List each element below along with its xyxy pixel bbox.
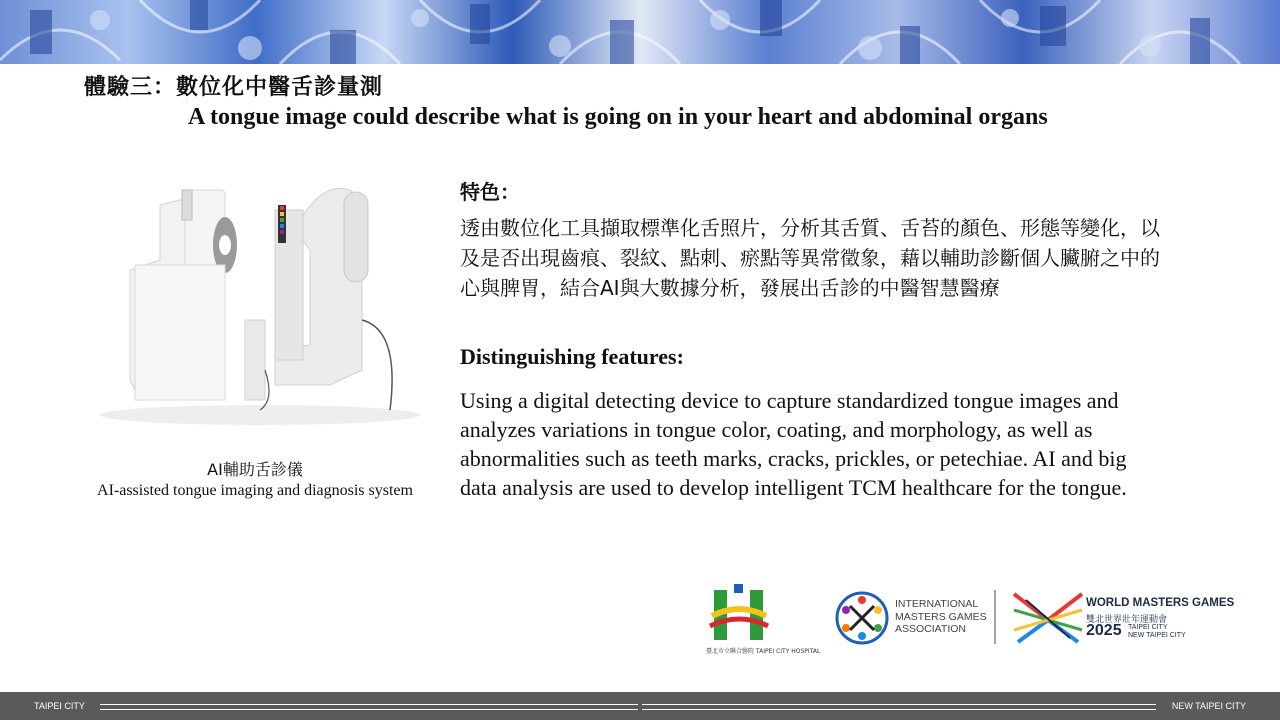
imga-logo-icon: [834, 590, 890, 646]
features-body-en: Using a digital detecting device to capture standardized tongue images and analyzes variations in tongue color, coating, and morphology, as well as abnormalities such as teeth marks, cracks, prickles, or petechiae. AI and big data analysis are used to develop intelligent TCM healthcare for the tongue.: [460, 388, 1127, 500]
imga-line-1: INTERNATIONAL: [895, 598, 979, 610]
imga-line-2: MASTERS GAMES: [895, 610, 987, 623]
wmg-title: WORLD MASTERS GAMES: [1086, 597, 1235, 609]
footer-line-left: [100, 704, 638, 710]
device-caption-zh: AI輔助舌診儀: [207, 460, 303, 479]
page-title-zh: 體驗三：數位化中醫舌診量測: [84, 74, 384, 100]
device-back-unit: [275, 188, 392, 410]
features-body-zh: 透由數位化工具擷取標準化舌照片，分析其舌質、舌苔的顏色、形態等變化，以及是否出現齒痕、裂紋、點刺、瘀點等異常徵象，藉以輔助診斷個人臟腑之中的心與脾胃，結合AI與大數據分析，發展出舌診的中醫智慧醫療: [460, 216, 1160, 300]
footer-right-label: NEW TAIPEI CITY: [1171, 701, 1246, 711]
features-heading-zh: 特色：: [460, 180, 520, 204]
wmg-cities: [1128, 624, 1186, 640]
footer-left-label: TAIPEI CITY: [34, 701, 85, 711]
tongue-diagnosis-device-image: [100, 170, 420, 430]
hospital-name: 臺北市立聯合醫院 TAIPEI CITY HOSPITAL: [706, 648, 821, 655]
wmg-year: 2025: [1086, 622, 1122, 639]
footer-line-right: [642, 704, 1156, 710]
banner-pattern: [0, 0, 1280, 64]
device-front-unit: [130, 190, 269, 410]
logo-divider: [994, 590, 996, 644]
page-title-en: A tongue image could describe what is going on in your heart and abdominal organs: [188, 104, 1048, 130]
features-heading-en: Distinguishing features:: [460, 344, 684, 369]
imga-line-3: ASSOCIATION: [895, 623, 966, 635]
wmg-city-2: NEW TAIPEI CITY: [1128, 632, 1186, 639]
top-banner: [0, 0, 1280, 64]
footer-bar: [0, 692, 1280, 720]
wmg-city-1: TAIPEI CITY: [1128, 624, 1168, 631]
wmg-title-zh: 雙北世界壯年運動會: [1086, 615, 1168, 625]
hospital-h-icon: [706, 582, 772, 646]
device-caption-en: AI-assisted tongue imaging and diagnosis system: [97, 482, 413, 499]
wmg-logo-icon: [1012, 590, 1084, 646]
taipei-city-hospital-logo: [706, 582, 821, 658]
imga-name: [895, 598, 987, 636]
